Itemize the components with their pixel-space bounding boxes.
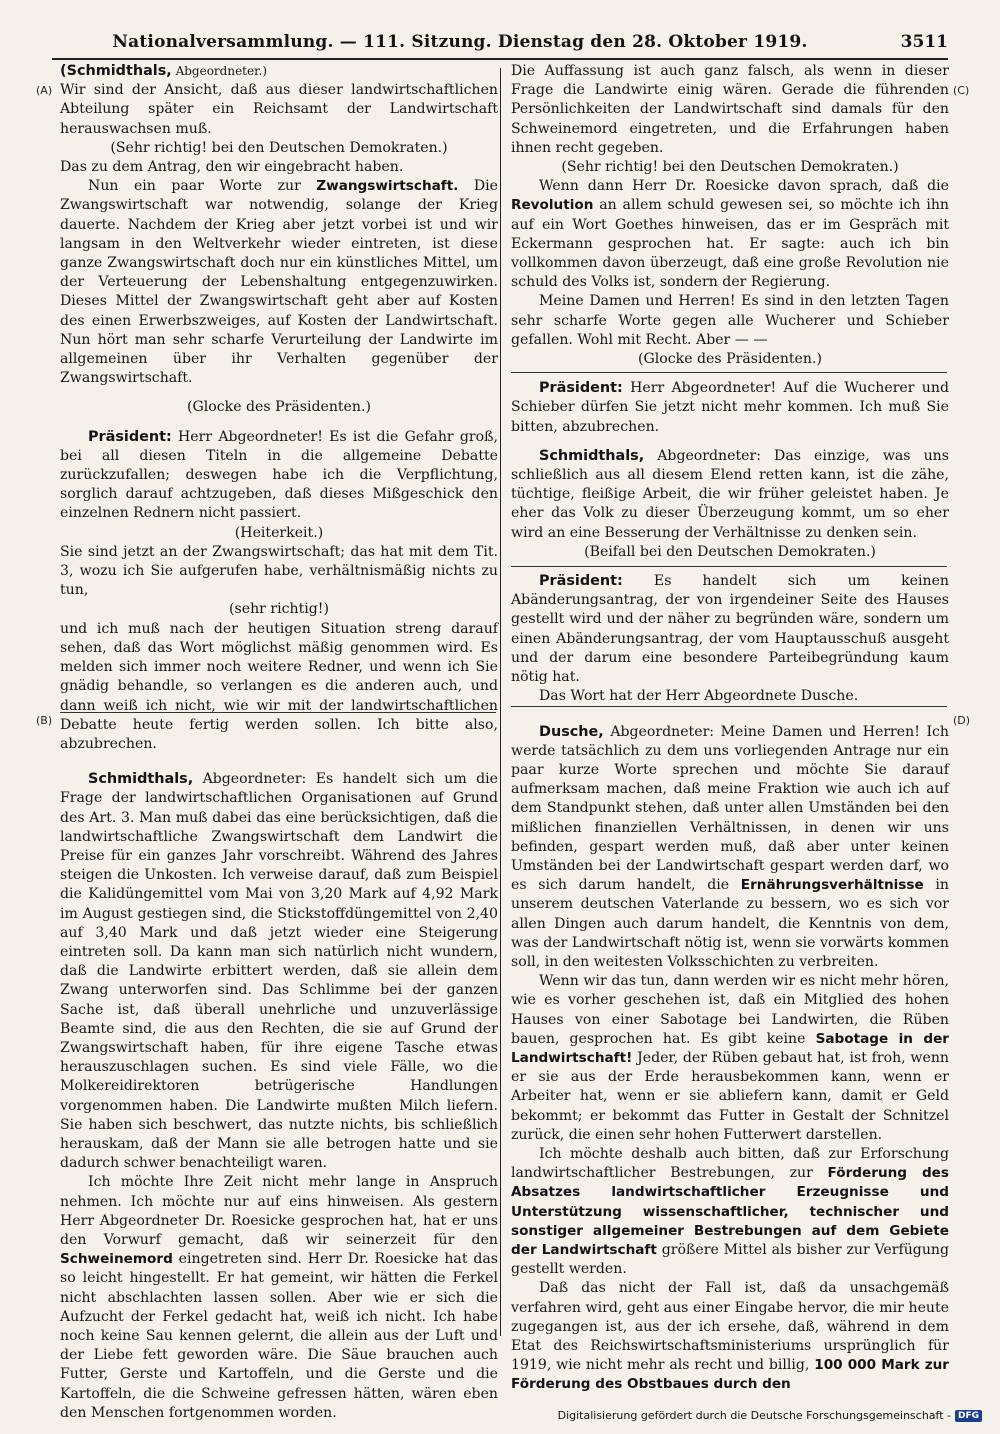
text-run: an allem schuld gewesen sei, so möchte ich ihn auf ein Wort Goethes hinweisen, das er im Gespräch mit Eckermann gesprochen hat. Er sagte: auch ich bin vollkommen davon überzeugt, daß eine große Revolution nie schuld des Volks ist, sondern der Regierung. [511, 197, 949, 291]
speaker-name: Präsident: [539, 380, 623, 397]
paragraph [511, 972, 949, 1145]
paragraph [511, 723, 949, 973]
interjection: (Heiterkeit.) [234, 524, 324, 541]
emphasis: Schweinemord [60, 1251, 173, 1268]
margin-marker-b: (B) [36, 714, 53, 727]
margin-marker-c: (C) [953, 84, 970, 97]
text-run: Abgeordneter: Das einzige, was uns schließlich aus all diesem Elend retten kann, ist die zähe, tüchtige, fleißige Arbeit, die wir früher geleistet haben. Je eher das Volk zu dieser Überzeugung kommt, um so eher wird an eine Besserung der Verhältnisse zu denken sein. [511, 447, 949, 541]
text-run: Ich möchte Ihre Zeit nicht mehr lange in Anspruch nehmen. Ich möchte nur auf eins hinweisen. Als gestern Herr Abgeordneter Dr. Roesicke gesprochen hat, hat er uns den Vorwurf gemacht, daß wir seinerzeit für den [60, 1174, 498, 1248]
paragraph [511, 1279, 949, 1394]
speaker-role: Abgeordneter.) [171, 64, 268, 78]
margin-marker-d: (D) [953, 714, 971, 727]
emphasis: Revolution [511, 197, 594, 214]
speaker-name: Dusche, [539, 723, 604, 740]
paragraph [60, 770, 498, 1173]
text-run: Die Zwangswirtschaft war notwendig, solange der Krieg dauerte. Nachdem der Krieg aber jetzt vorbei ist und wir langsam in den Weltverkehr wieder eintreten, ist diese ganze Zwangswirtschaft doch nur ein künstliches Mittel, um der Verteuerung der Lebenshaltung entgegenzuwirken. Dieses Mittel der Zwangswirtschaft geht aber auf Kosten des einen Erwerbszweiges, auf Kosten der Landwirtschaft. Nun hört man sehr scharfe Verurteilung der Landwirte im allgemeinen über ihr Verhalten gegenüber der Zwangswirtschaft. [60, 178, 498, 387]
text-run: Wenn wir das tun, dann werden wir es nicht mehr hören, wie es vorher geschehen ist, daß ein Mitglied des hohen Hauses von einer Sabotage bei Landwirten, die Rüben bauen, gesprochen hat. Es gibt keine [511, 973, 949, 1047]
footer-credit [558, 1409, 982, 1422]
paragraph: und ich muß nach der heutigen Situation streng darauf sehen, daß das Wort möglichst mäßig genommen wird. Es melden sich immer noch weitere Redner, und wenn ich Sie gnädig behandle, so verlangen es die anderen auch, und dann weiß ich nicht, wie wir mit der landwirtschaftlichen Debatte heute fertig werden sollen. Ich bitte also, abzubrechen. [60, 620, 498, 752]
text-run: Herr Abgeordneter! Auf die Wucherer und Schieber dürfen Sie jetzt nicht mehr kommen. Ich muß Sie bitten, abzubrechen. [511, 380, 949, 435]
text-run: Wenn dann Herr Dr. Roesicke davon sprach, daß die [539, 178, 949, 195]
speaker-name: Schmidthals, [539, 447, 645, 464]
emphasis: 100 000 Mark zur Förderung des Obstbaues durch den [511, 1357, 950, 1393]
paragraph: Das zu dem Antrag, den wir eingebracht haben. [60, 159, 404, 176]
left-column [60, 62, 498, 1423]
paragraph: Sie sind jetzt an der Zwangswirtschaft; das hat mit dem Tit. 3, wozu ich Sie aufgerufen habe, verhältnismäßig nichts zu tun, [60, 543, 498, 599]
emphasis: Sabotage in der Landwirtschaft! [511, 1030, 949, 1066]
text-run: Herr Abgeordneter! Es ist die Gefahr groß, bei all diesen Titeln in die allgemeine Debatte zurückzufallen; deswegen habe ich die Verpflichtung, sorglich darauf achtzugeben, daß dieses Mißgeschick den einzelnen Rednern nicht passiert. [60, 428, 498, 522]
header-title: Nationalversammlung. — 111. Sitzung. Dienstag den 28. Oktober 1919. [112, 32, 808, 52]
paragraph [60, 1173, 498, 1423]
emphasis: Zwangswirtschaft. [316, 178, 459, 195]
text-run: Abgeordneter: Meine Damen und Herren! Ich werde tatsächlich zu dem uns vorliegenden Antrage nur ein paar kurze Worte sprechen und möchte Sie darauf aufmerksam machen, daß meine Fraktion wie auch ich auf dem Standpunkt stehen, daß unter allen Umständen bei den mißlichen finanziellen Verhältnissen, in denen wir uns befinden, gespart werden muß, daß aber unter keinen Umständen bei der Landwirtschaft gespart werden darf, wo es sich darum handelt, die [511, 723, 949, 894]
column-divider [500, 68, 501, 1336]
footer-text: Digitalisierung gefördert durch die Deutsche Forschungsgemeinschaft - [557, 1409, 951, 1422]
emphasis: Ernährungsverhältnisse [740, 877, 924, 894]
emphasis: Förderung des Absatzes landwirtschaftlicher Erzeugnisse und Unterstützung wissenschaftlicher, technischer und sonstiger allgemeiner Bestrebungen auf dem Gebiete der Landwirtschaft [511, 1165, 949, 1258]
paragraph [60, 62, 498, 81]
paragraph: Meine Damen und Herren! Es sind in den letzten Tagen sehr scharfe Worte gegen alle Wucherer und Schieber gefallen. Wohl mit Recht. Aber — — [511, 293, 949, 348]
text-run: Es handelt sich um keinen Abänderungsantrag, der von irgendeiner Seite des Hauses gestellt wird und der näher zu begründen wäre, sondern um einen Abänderungsantrag, der vom Hauptausschuß ausgeht und der darum eine besondere Parteibegründung kaum nötig hat. [511, 573, 949, 686]
speaker-name: (Schmidthals, [60, 63, 172, 79]
paragraph [511, 447, 949, 543]
interjection: (Glocke des Präsidenten.) [187, 399, 371, 416]
text-run: Nun ein paar Worte zur [88, 178, 317, 195]
paragraph [511, 572, 949, 687]
text-run: Abgeordneter: Es handelt sich um die Frage der landwirtschaftlichen Organisationen auf Grund des Art. 3. Man muß dabei das eine berücksichtigen, daß die landwirtschaftliche Zwangswirtschaft dem Landwirt die Preise für ein ganzes Jahr vorschreibt. Während des Jahres steigen die Unkosten. Ich verweise darauf, daß zum Beispiel die Kalidüngemittel vom Mai von 3,20 Mark auf 4,92 Mark im August gestiegen sind, die Stickstoffdüngemittel von 2,40 auf 3,40 Mark und daß jetzt wieder eine Steigerung eintreten soll. Da kann man sich natürlich nicht wundern, daß die Landwirte erbittert werden, daß sie allein dem Zwang unterworfen sind. Das Schlimme bei der ganzen Sache ist, daß überall unehrliche und unzuverlässige Beamte sind, die aus den Rechten, die sie auf Grund der Zwangswirtschaft haben, für ihre eigene Tasche etwas herauszuschlagen suchen. Es sind viele Fälle, wo die Molkereidirektoren betrügerische Handlungen vorgenommen haben. Die Landwirte mußten Milch liefern. Sie haben sich beschwert, das nutzte nichts, bis schließlich herauskam, daß der Mann sie alle betrogen hatte und sie dadurch schwer benachteiligt waren. [60, 771, 498, 1172]
text-run: Ich möchte deshalb auch bitten, daß zur Erforschung landwirtschaftlicher Bestrebungen, zur [511, 1145, 949, 1182]
text-run: Jeder, der Rüben gebaut hat, ist froh, wenn er sie aus der Erde herausbekommen kann, wenn er Arbeiter hat, wenn er sie abliefern kann, damit er Geld bekommt; er bekommt das Futter in Gestalt der Schnitzel zurück, die einen sehr hohen Futterwert darstellen. [511, 1049, 949, 1143]
speaker-name: Präsident: [88, 428, 172, 445]
page-header [52, 30, 948, 60]
right-column [511, 62, 949, 1395]
text-run: größere Mittel als bisher zur Verfügung gestellt werden. [511, 1241, 949, 1278]
interjection: (Sehr richtig! bei den Deutschen Demokraten.) [561, 159, 899, 176]
interjection: (Glocke des Präsidenten.) [638, 351, 822, 368]
paragraph [511, 1145, 949, 1279]
interjection: (Sehr richtig! bei den Deutschen Demokraten.) [110, 139, 448, 156]
paragraph: Die Auffassung ist auch ganz falsch, als wenn in dieser Frage die Landwirte einig wären. Gerade die führenden Persönlichkeiten der Landwirtschaft sind damals für den Schweinemord eingetreten, und die Erfahrungen haben ihnen recht gegeben. [511, 63, 949, 156]
speaker-name: Schmidthals, [88, 771, 194, 788]
page-number: 3511 [900, 32, 948, 52]
interjection: (Beifall bei den Deutschen Demokraten.) [584, 543, 876, 560]
speaker-name: Präsident: [539, 573, 623, 590]
paragraph [511, 379, 949, 437]
interjection: (sehr richtig!) [229, 601, 329, 618]
paragraph [60, 428, 498, 524]
paragraph: Wir sind der Ansicht, daß aus dieser landwirtschaftlichen Abteilung später ein Reichsamt der Landwirtschaft herauswachsen muß. [60, 82, 498, 137]
text-run: Daß das nicht der Fall ist, daß da unsachgemäß verfahren wird, geht aus einer Eingabe hervor, die mir heute zugegangen ist, aus der ich ersehe, daß, während in dem Etat des Reichswirtschaftsministeriums ursprünglich für 1919, wie nicht mehr als recht und billig, [511, 1280, 949, 1374]
text-run: eingetreten sind. Herr Dr. Roesicke hat das so leicht hingestellt. Er hat gemeint, wir hätten die Ferkel nicht abschlachten lassen sollen. Aber wie er sich die Aufzucht der Ferkel gedacht hat, weiß ich nicht. Ich habe noch keine Sau kennen gelernt, die allein aus der Luft und der Liebe fett geworden wäre. Die Säue brauchen auch Futter, Gerste und Kartoffeln, und die Gerste und die Kartoffeln, die die Schweine gefressen hätten, wären eben den Menschen fortgenommen worden. [60, 1251, 498, 1421]
paragraph: Das Wort hat der Herr Abgeordnete Dusche. [539, 688, 859, 705]
margin-marker-a: (A) [36, 84, 53, 97]
paragraph [511, 177, 949, 292]
paragraph [60, 177, 498, 388]
text-run: in unserem deutschen Vaterlande zu bessern, wo es sich vor allen Dingen auch darum handelt, die Kenntnis von dem, was der Landwirtschaft nötig ist, wenn sie vorwärts kommen soll, in den weitesten Volksschichten zu verbreiten. [511, 877, 949, 970]
dfg-logo: DFG [955, 1410, 982, 1422]
